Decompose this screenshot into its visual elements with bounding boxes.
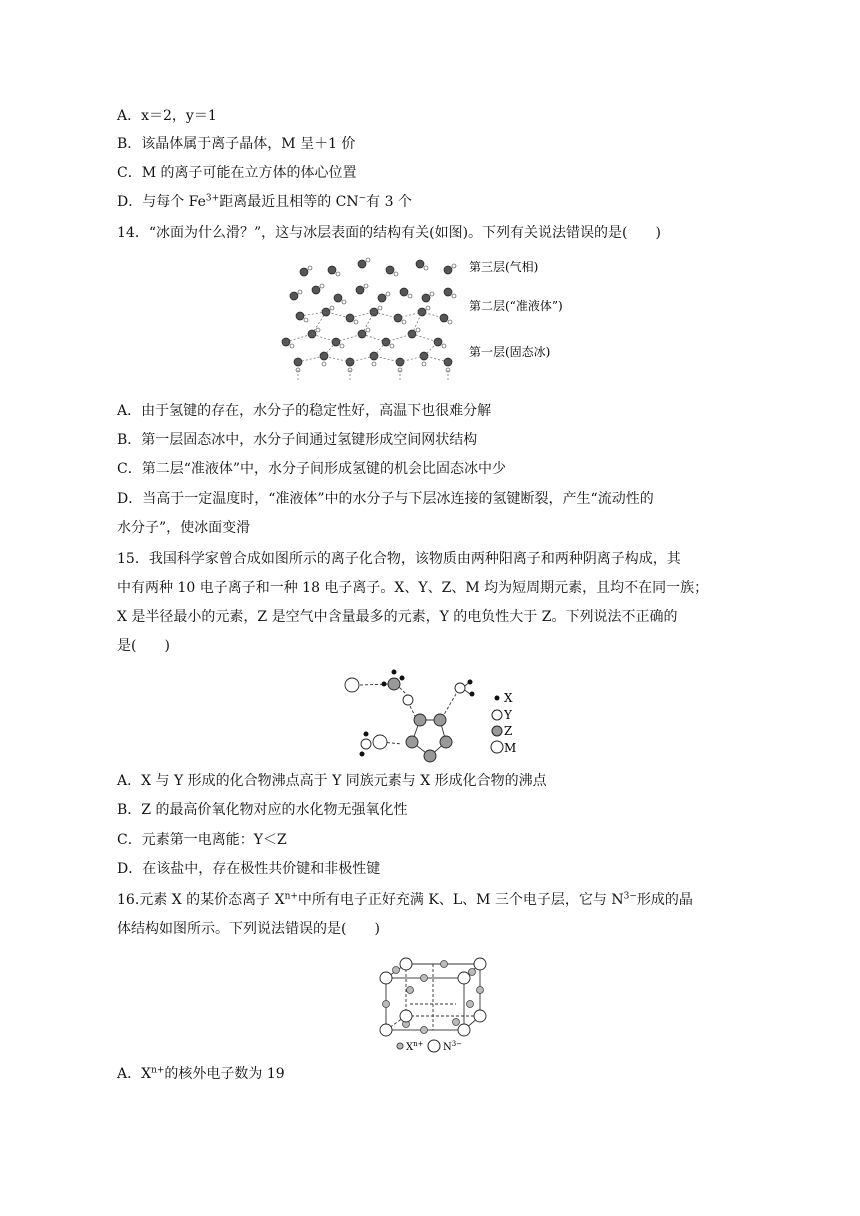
q16-stem-text2: 中所有电子正好充满 K、L、M 三个电子层，它与 N — [297, 892, 624, 908]
legend-y: Y — [504, 708, 512, 722]
layer-one-label: 第一层(固态冰) — [469, 345, 551, 359]
q14-stem: 14．“冰面为什么滑？”，这与冰层表面的结构有关(如图)。下列有关说法错误的是( ) — [117, 225, 661, 241]
q16-stem-text3: 形成的晶 — [636, 892, 693, 908]
xn-charge: n+ — [284, 891, 298, 902]
ion-legend — [491, 691, 516, 755]
crystal-structure-figure — [372, 950, 492, 1060]
q13-option-d-text2: 距离最近且相等的 CN — [219, 194, 359, 210]
q15-option-a: A．X 与 Y 形成的化合物沸点高于 Y 同族元素与 X 形成化合物的沸点 — [117, 773, 547, 789]
q13-option-c: C．M 的离子可能在立方体的体心位置 — [117, 165, 357, 181]
q13-option-a: A．x＝2，y＝1 — [117, 108, 217, 124]
q15-option-b: B．Z 的最高价氧化物对应的水化物无强氧化性 — [117, 802, 408, 818]
legend-m: M — [504, 741, 517, 755]
legend-x: X — [504, 691, 513, 705]
q15-option-c: C．元素第一电离能：Y＜Z — [117, 832, 287, 848]
q16-stem-line1 — [117, 890, 693, 910]
q15-stem-line1: 15．我国科学家曾合成如图所示的离子化合物，该物质由两种阳离子和两种阴离子构成，其 — [117, 551, 681, 567]
q16-option-a-text1: A．X — [117, 1066, 152, 1082]
layer-three-label: 第三层(气相) — [469, 260, 539, 274]
n-charge: 3− — [623, 891, 637, 902]
ice-molecules — [282, 258, 456, 382]
cn-charge: − — [358, 193, 367, 204]
fe-charge: 3+ — [205, 193, 220, 204]
q16-stem-text1: 16.元素 X 的某价态离子 X — [117, 892, 285, 908]
layer-two-label: 第二层(“准液体”) — [469, 299, 563, 313]
q15-stem-line4: 是( ) — [117, 638, 170, 654]
q14-option-b: B．第一层固态冰中，水分子间通过氢键形成空间网状结构 — [117, 432, 478, 448]
q16-option-a-text2: 的核外电子数为 19 — [164, 1066, 285, 1082]
q16-option-a — [117, 1064, 285, 1084]
legend-z: Z — [504, 724, 513, 738]
ice-surface-figure — [272, 250, 592, 385]
q13-option-b: B．该晶体属于离子晶体，M 呈＋1 价 — [117, 136, 356, 152]
q16-stem-line2: 体结构如图所示。下列说法错误的是( ) — [117, 921, 380, 937]
q14-option-a: A．由于氢键的存在，水分子的稳定性好，高温下也很难分解 — [117, 403, 492, 419]
q16-option-a-charge: n+ — [151, 1065, 165, 1076]
q13-option-d — [117, 192, 412, 212]
q13-option-d-text3: 有 3 个 — [366, 194, 412, 210]
q14-option-d-line2: 水分子”，使冰面变滑 — [117, 520, 251, 536]
q15-stem-line2: 中有两种 10 电子离子和一种 18 电子离子。X、Y、Z、M 均为短周期元素，且均不在同一族； — [117, 580, 709, 596]
q13-option-d-text1: D．与每个 Fe — [117, 194, 206, 210]
q15-stem-line3: X 是半径最小的元素，Z 是空气中含量最多的元素，Y 的电负性大于 Z。下列说法不正确的 — [117, 609, 678, 625]
q14-option-c: C．第二层“准液体”中，水分子间形成氢键的机会比固态冰中少 — [117, 461, 507, 477]
q15-option-d: D．在该盐中，存在极性共价键和非极性键 — [117, 861, 381, 877]
q14-option-d-line1: D．当高于一定温度时，“准液体”中的水分子与下层冰连接的氢键断裂，产生“流动性的 — [117, 491, 654, 507]
legend-xn: $X^{n+}$ — [406, 1040, 424, 1053]
ionic-compound-figure — [338, 664, 528, 764]
crystal-legend — [397, 1040, 462, 1053]
legend-n3: $N^{3-}$ — [443, 1040, 463, 1053]
